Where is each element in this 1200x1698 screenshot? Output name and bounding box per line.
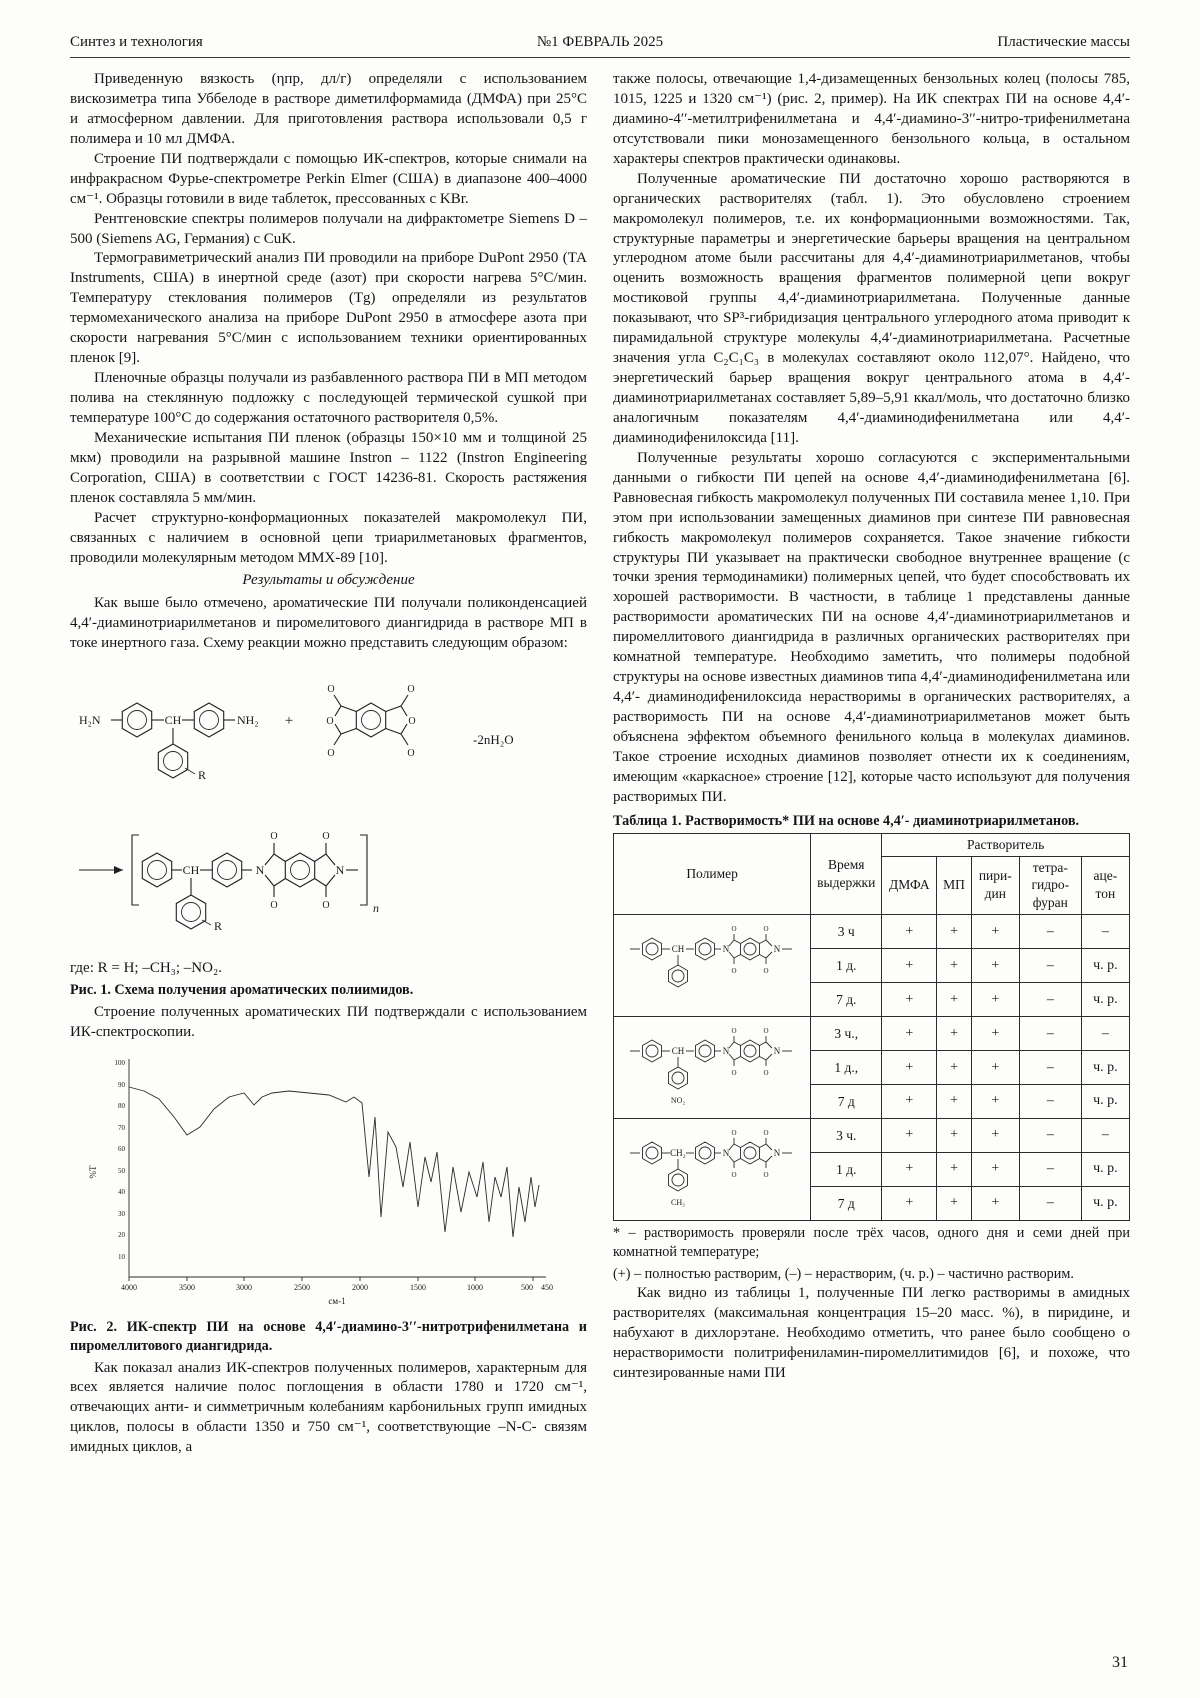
paragraph: Полученные ароматические ПИ достаточно хорошо растворяются в органических растворителях (табл. 1). Это обусловлено строением макромолекул полимеров, т.е. их конформационными возможностями. Так, структурные параметры и энергетические барьеры вращения на центральном углеродном атоме были рассчитаны для 4,4′-диаминотриарилметанов, чтобы оценить возможность вращения фрагментов полимерной цепи вокруг мостиковой группы 4,4′-диаминотриарилметана. Полученные данные показывают, что SP³-гибридизация центрального углеродного атома приводит к пирамидальной структуре молекулы 4,4′-диаминотриарилметана. Расчетные значения угла C₂C₁C₃ в молекулах составляют около 112,07°. Найдено, что энергетический барьер вращения вокруг центрального атома в 4,4′-диаминотриарилметанах составляет 5,89–5,91 ккал/моль, что достаточно близко аналогичным показателям 4,4′-диаминодифенилметана или 4,4′-диаминодифенилоксида [11].	[613, 170, 1130, 446]
ir-x-axis-label: см-1	[327, 1295, 346, 1306]
table-footnote: * – растворимость проверяли после трёх часов, одного дня и семи дней при комнатной температуре;	[613, 1225, 1130, 1261]
solubility-table	[613, 833, 1130, 1222]
solubility-cell: –	[1081, 1119, 1129, 1153]
time-cell: 1 д.,	[811, 1051, 882, 1085]
running-head-center: №1 ФЕВРАЛЬ 2025	[536, 34, 664, 50]
r-substituent-label: R	[198, 768, 207, 783]
nitrogen-label: N	[722, 1046, 730, 1057]
solubility-cell: ч. р.	[1081, 949, 1129, 983]
substituent-label: NO₂	[670, 1096, 686, 1106]
nitrogen-label: N	[773, 944, 781, 955]
ir-y-axis-label: %T	[87, 1165, 98, 1179]
table-row	[614, 915, 1130, 949]
time-cell: 3 ч.	[811, 1119, 882, 1153]
solubility-cell: –	[1019, 1187, 1081, 1221]
ch-bridge-label: CH	[164, 713, 182, 728]
paragraph: Приведенную вязкость (ηпр, дл/г) определяли с использованием вискозиметра типа Уббелоде в растворе диметилформамида (ДМФА) при 25°С и атмосферном давлении. Для приготовления раствора использовали 0,5 г полимера и 10 мл ДМФА.	[70, 71, 587, 147]
y-tick: 80	[117, 1101, 125, 1110]
y-tick: 90	[117, 1080, 125, 1089]
solubility-cell: +	[882, 1119, 937, 1153]
paragraph: Пленочные образцы получали из разбавленного раствора ПИ в МП методом полива на стеклянную подложку с последующей термической сушкой при температуре 100°С до содержания остаточного растворителя 0,5%.	[70, 370, 587, 426]
x-tick: 500	[520, 1282, 533, 1292]
bridge-label: CH	[671, 1046, 685, 1057]
solubility-cell: ч. р.	[1081, 1085, 1129, 1119]
solubility-cell: ч. р.	[1081, 1187, 1129, 1221]
y-tick: 20	[117, 1230, 125, 1239]
oxygen-label: O	[731, 1027, 737, 1036]
solubility-cell: +	[971, 1051, 1019, 1085]
solubility-cell: –	[1081, 1017, 1129, 1051]
paragraph: Строение ПИ подтверждали с помощью ИК-спектров, которые снимали на инфракрасном Фурье-спектрометре Perkin Elmer (США) в диапазоне 400–4000 см⁻¹. Образцы готовили в виде таблеток, прессованных с KBr.	[70, 150, 587, 207]
ir-spectrum-trace	[129, 1087, 539, 1237]
running-head-right: Пластические массы	[997, 34, 1130, 50]
solubility-cell: +	[937, 1017, 971, 1051]
solubility-cell: +	[882, 1085, 937, 1119]
solubility-cell: +	[971, 949, 1019, 983]
oxygen-label: O	[731, 1171, 737, 1180]
solubility-cell: +	[971, 1153, 1019, 1187]
solubility-cell: +	[971, 1187, 1019, 1221]
col-header-solvent: пири- дин	[971, 856, 1019, 915]
paragraph: Как выше было отмечено, ароматические ПИ получали поликонденсацией 4,4′-диаминотриарилметанов и пиромелитового диангидрида в растворе МП в токе инертного газа. Схему реакции можно представить следующим образом:	[70, 595, 587, 652]
y-tick: 30	[117, 1209, 125, 1218]
oxygen-label: O	[270, 831, 278, 843]
oxygen-label: O	[270, 900, 278, 912]
solubility-cell: +	[937, 1119, 971, 1153]
solubility-cell: +	[937, 915, 971, 949]
ir-spectrum-svg	[84, 1047, 574, 1309]
plus-sign: +	[284, 713, 294, 730]
x-tick: 2000	[351, 1282, 368, 1292]
paragraph: Строение полученных ароматических ПИ подтверждали с использованием ИК-спектроскопии.	[70, 1003, 587, 1040]
solubility-cell: +	[882, 983, 937, 1017]
time-cell: 7 д.	[811, 983, 882, 1017]
paragraph: Расчет структурно-конформационных показателей макромолекул ПИ, связанных с наличием в основной цепи триарилметановых фрагментов, проводили молекулярным методом ММХ-89 [10].	[70, 509, 587, 566]
solubility-cell: +	[882, 1187, 937, 1221]
oxygen-label: O	[763, 925, 769, 934]
right-column	[613, 70, 1130, 1458]
arrow-head	[114, 866, 123, 874]
page-number: 31	[1112, 1654, 1128, 1671]
col-header-solvent: аце- тон	[1081, 856, 1129, 915]
solubility-cell: –	[1019, 1119, 1081, 1153]
solubility-cell: +	[937, 1051, 971, 1085]
nh2-label: NH₂	[237, 713, 259, 728]
solubility-cell: +	[882, 915, 937, 949]
col-header-solvent: ДМФА	[882, 856, 937, 915]
solubility-cell: +	[937, 1153, 971, 1187]
oxygen-label: O	[763, 967, 769, 976]
left-column	[70, 70, 587, 1458]
y-tick: 50	[117, 1166, 125, 1175]
y-tick: 70	[117, 1123, 125, 1132]
oxygen-label: O	[326, 716, 334, 728]
oxygen-label: O	[408, 716, 416, 728]
nitrogen-label: N	[255, 863, 265, 878]
solubility-cell: +	[971, 915, 1019, 949]
section-heading: Результаты и обсуждение	[242, 572, 415, 589]
oxygen-label: O	[731, 925, 737, 934]
solubility-cell: –	[1019, 983, 1081, 1017]
figure2-caption: Рис. 2. ИК-спектр ПИ на основе 4,4′-диамино-3′′-нитротрифенилметана и пиромеллитового диангидрида.	[70, 1318, 587, 1354]
ch-bridge-label: CH	[182, 863, 200, 878]
col-header-solvent: МП	[937, 856, 971, 915]
oxygen-label: O	[731, 1069, 737, 1078]
paragraph: Рентгеновские спектры полимеров получали на дифрактометре Siemens D – 500 (Siemens AG, Германия) с CuK.	[70, 210, 587, 247]
x-tick: 450	[540, 1282, 553, 1292]
time-cell: 7 д	[811, 1187, 882, 1221]
oxygen-label: O	[407, 748, 415, 760]
paragraph: Полученные результаты хорошо согласуются с экспериментальными данными о гибкости ПИ цепей на основе 4,4′-диаминодифенилметана [6]. Равновесная гибкость макромолекул полученных ПИ составила менее 1,10. При этом при использовании замещенных диаминов при синтезе ПИ равновесная гибкость макромолекул полимеров сохраняется. Такое значение гибкости структуры ПИ указывает на практически свободное внутреннее вращение (с точки зрения термодинамики) полимерных цепей, что будет способствовать их хорошей растворимости. В частности, в таблице 1 представлены данные растворимости ароматических ПИ на основе 4,4′-диаминотриарилметанов и пиромеллитового диангидрида в различных органических растворителях при комнатной температуре. Необходимо заметить, что полимеры подобной структуры на основе известных диаминов типа 4,4′-диаминодифенилметана или 4,4′- диаминодифенилоксида нерастворимы в органических растворителях, а растворимость ПИ на основе 4,4′-диаминотриарилметанов может быть объяснена эффектом объемного фенильного кольца в молекулах диаминов. Такое строение исходных диаминов позволяет отнести их к соединениям, имеющим «каркасное» строение [12], которые часто используют для получения растворимых ПИ.	[613, 449, 1130, 805]
oxygen-label: O	[731, 967, 737, 976]
oxygen-label: O	[322, 900, 330, 912]
reaction-scheme-figure	[70, 658, 587, 957]
solubility-cell: +	[882, 1017, 937, 1051]
r-substituent-label: R	[214, 919, 223, 934]
y-tick: 10	[117, 1252, 125, 1261]
figure1-caption: Рис. 1. Схема получения ароматических полиимидов.	[70, 982, 414, 999]
reaction-scheme-svg	[71, 658, 586, 950]
solubility-cell: –	[1019, 949, 1081, 983]
paragraph: Механические испытания ПИ пленок (образцы 150×10 мм и толщиной 25 мкм) проводили на разрывной машине Instron – 1122 (Instron Engineering Corporation, США) в соответствии с ГОСТ 14236-81. Скорость растяжения пленок составляла 5 мм/мин.	[70, 429, 587, 506]
nitrogen-label: N	[773, 1046, 781, 1057]
nitrogen-label: N	[773, 1148, 781, 1159]
polymer-structure-cell	[614, 1119, 811, 1221]
solubility-cell: –	[1019, 1051, 1081, 1085]
solubility-cell: ч. р.	[1081, 983, 1129, 1017]
oxygen-label: O	[731, 1129, 737, 1138]
r-definition-line: где: R = H; –CH₃; –NO₂.	[70, 960, 222, 977]
solubility-cell: +	[971, 983, 1019, 1017]
x-tick: 1500	[409, 1282, 426, 1292]
y-tick: 40	[117, 1187, 125, 1196]
nitrogen-label: N	[722, 1148, 730, 1159]
y-tick: 100	[114, 1058, 125, 1067]
time-cell: 3 ч	[811, 915, 882, 949]
solubility-cell: +	[971, 1085, 1019, 1119]
x-tick: 1000	[466, 1282, 483, 1292]
x-tick: 3000	[235, 1282, 252, 1292]
x-tick: 2500	[293, 1282, 310, 1292]
oxygen-label: O	[322, 831, 330, 843]
solubility-cell: +	[971, 1119, 1019, 1153]
oxygen-label: O	[763, 1069, 769, 1078]
paragraph: Как показал анализ ИК-спектров полученных полимеров, характерным для всех является наличие полос поглощения в области 1780 и 1720 см⁻¹, отвечающих анти- и симметричным колебаниям карбонильных групп имидных циклов, полосы в области 1350 и 750 см⁻¹, соответствующие –N-C- связям имидных циклов, а	[70, 1359, 587, 1456]
solubility-cell: –	[1019, 915, 1081, 949]
nitrogen-label: N	[722, 944, 730, 955]
time-cell: 3 ч.,	[811, 1017, 882, 1051]
table1-caption: Таблица 1. Растворимость* ПИ на основе 4,4′- диаминотриарилметанов.	[613, 812, 1080, 829]
h2n-label: H₂N	[79, 713, 101, 728]
solubility-cell: +	[937, 949, 971, 983]
solubility-cell: ч. р.	[1081, 1153, 1129, 1187]
solubility-cell: +	[937, 983, 971, 1017]
polymer-structure-cell	[614, 1017, 811, 1119]
polymer-structure-1	[628, 917, 796, 1009]
polymer-structure-3	[628, 1121, 796, 1213]
paragraph: Как видно из таблицы 1, полученные ПИ легко растворимы в амидных растворителях (максимальная концентрация 15–20 масс. %), в пиридине, и набухают в дихлорэтане. Необходимо отметить, что ранее было сообщено о нерастворимости политрифениламин-пиромеллитимидов [6], и похоже, что синтезированные нами ПИ	[613, 1284, 1130, 1381]
solubility-cell: –	[1019, 1017, 1081, 1051]
oxygen-label: O	[763, 1129, 769, 1138]
oxygen-label: O	[327, 684, 335, 696]
solubility-cell: +	[882, 949, 937, 983]
bridge-label: CH₂	[670, 1148, 686, 1159]
table-row	[614, 1119, 1130, 1153]
table-footnote: (+) – полностью растворим, (–) – нерастворим, (ч. р.) – частично растворим.	[613, 1265, 1074, 1282]
time-cell: 1 д.	[811, 949, 882, 983]
oxygen-label: O	[407, 684, 415, 696]
solubility-cell: –	[1019, 1153, 1081, 1187]
col-header-time: Время выдержки	[811, 833, 882, 915]
x-tick: 4000	[120, 1282, 137, 1292]
bridge-label: CH	[671, 944, 685, 955]
nitrogen-label: N	[335, 863, 345, 878]
col-header-solvent: тетра- гидро- фуран	[1019, 856, 1081, 915]
two-column-body	[70, 70, 1130, 1458]
water-elimination-label: -2nH₂O	[473, 732, 514, 748]
solubility-cell: +	[937, 1085, 971, 1119]
running-head	[70, 34, 1130, 58]
ir-spectrum-figure	[70, 1047, 587, 1316]
polymer-structure-cell	[614, 915, 811, 1017]
substituent-label: CH₃	[671, 1198, 686, 1208]
y-tick: 60	[117, 1144, 125, 1153]
solubility-cell: +	[882, 1051, 937, 1085]
oxygen-label: O	[763, 1171, 769, 1180]
solubility-cell: +	[937, 1187, 971, 1221]
oxygen-label: O	[327, 748, 335, 760]
col-header-solvent-group: Растворитель	[882, 833, 1130, 856]
table-row	[614, 1017, 1130, 1051]
polymer-structure-2	[628, 1019, 796, 1111]
solubility-cell: +	[971, 1017, 1019, 1051]
x-tick: 3500	[178, 1282, 195, 1292]
running-head-left: Синтез и технология	[70, 34, 203, 50]
paragraph: Термогравиметрический анализ ПИ проводили на приборе DuPont 2950 (ТА Instruments, США) в инертной среде (азот) при скорости нагрева 5°С/мин. Температуру стеклования полимеров (Tg) определяли из результатов термомеханического анализа на приборе DuPont 2950 в атмосфере азота при скорости нагревания 5°С/мин с использованием техники ориентированных пленок [9].	[70, 250, 587, 367]
repeat-unit-n: n	[373, 901, 379, 916]
solubility-cell: –	[1081, 915, 1129, 949]
col-header-polymer: Полимер	[614, 833, 811, 915]
solubility-cell: ч. р.	[1081, 1051, 1129, 1085]
paragraph: также полосы, отвечающие 1,4-дизамещенных бензольных колец (полосы 785, 1015, 1225 и 1320 см⁻¹) (рис. 2, пример). На ИК спектрах ПИ на основе 4,4′- диамино-4′′-метилтрифенилметана и 4,4′-диамино-3′′-нитро-трифенилметана отсутствовали пики монозамещенного бензольного кольца, в остальном характеры спектров практически одинаковы.	[613, 71, 1130, 167]
solubility-cell: –	[1019, 1085, 1081, 1119]
oxygen-label: O	[763, 1027, 769, 1036]
time-cell: 7 д	[811, 1085, 882, 1119]
solubility-cell: +	[882, 1153, 937, 1187]
time-cell: 1 д.	[811, 1153, 882, 1187]
